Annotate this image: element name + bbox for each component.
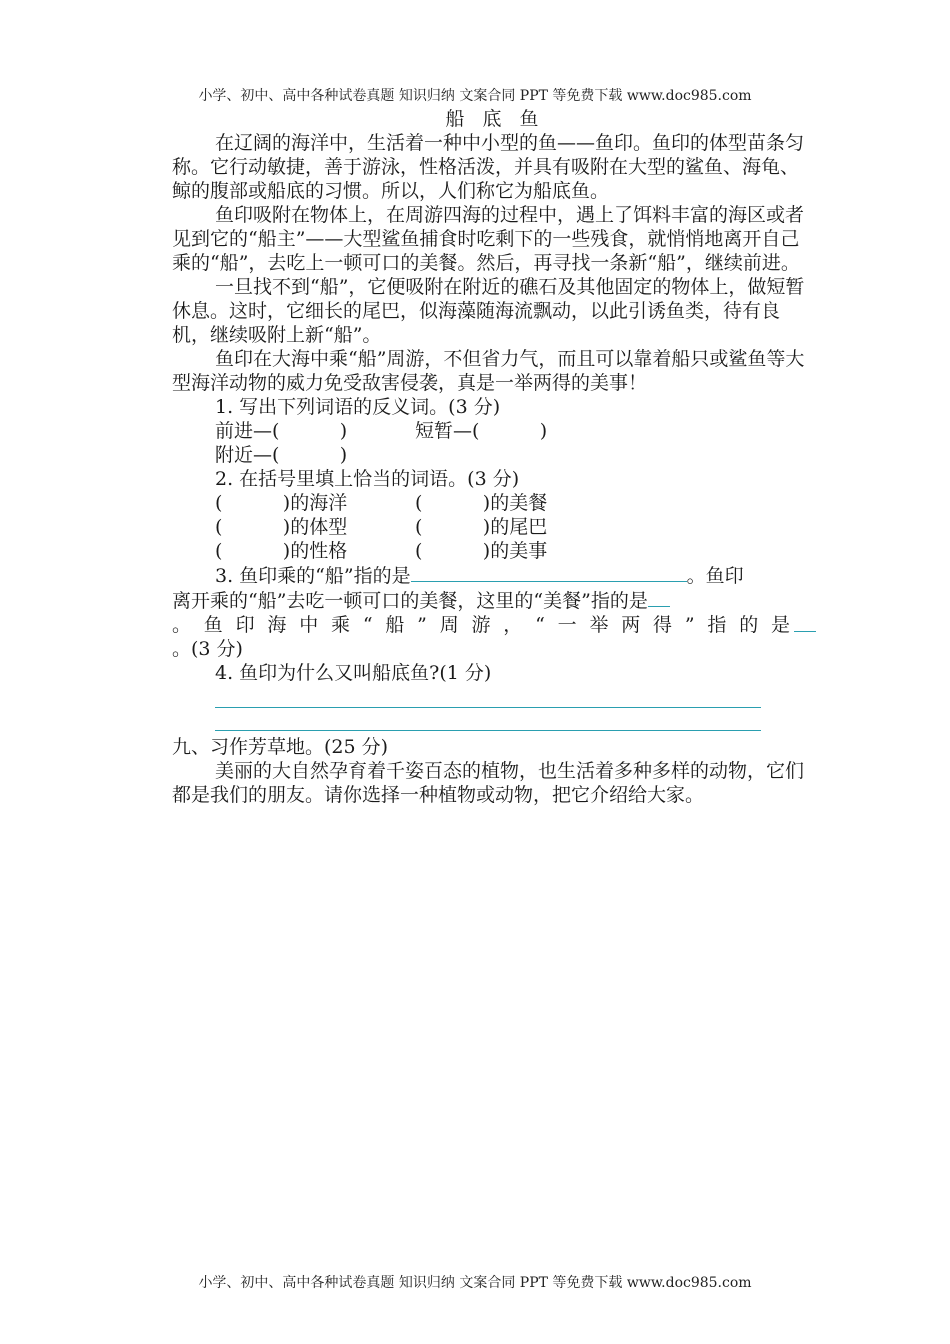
- passage-paragraph: 一旦找不到“船”，它便吸附在附近的礁石及其他固定的物体上，做短暂休息。这时，它细长的尾巴，似海藻随海流飘动，以此引诱鱼类，待有良机，继续吸附上新“船”。: [172, 276, 805, 346]
- question-3-text: 离开乘的“船”去吃一顿可口的美餐，这里的“美餐”指的是: [172, 590, 648, 612]
- question-3-text: 3. 鱼印乘的“船”指的是: [215, 565, 411, 587]
- fill-item[interactable]: ( )的性格: [215, 540, 348, 562]
- antonym-item[interactable]: 短暂—( ): [415, 420, 548, 442]
- fill-item[interactable]: ( )的海洋: [215, 492, 348, 514]
- answer-line[interactable]: [215, 685, 761, 708]
- worksheet-content: [172, 107, 816, 807]
- question-3-text: 。鱼印海中乘“船”周游，“一举两得”指的是: [172, 614, 790, 636]
- antonym-item[interactable]: 附近—( ): [215, 444, 348, 466]
- question-1-prompt: 1. 写出下列词语的反义词。(3 分): [215, 396, 501, 418]
- passage-paragraph: 鱼印在大海中乘“船”周游，不但省力气，而且可以靠着船只或鲨鱼等大型海洋动物的威力免受敌害侵袭，真是一举两得的美事！: [172, 348, 805, 394]
- question-1-row: [172, 443, 816, 467]
- question-4-prompt: 4. 鱼印为什么又叫船底鱼?(1 分): [215, 662, 492, 684]
- fill-item[interactable]: ( )的尾巴: [415, 516, 548, 538]
- question-3-line: [172, 613, 816, 637]
- fill-item[interactable]: ( )的美餐: [415, 492, 548, 514]
- page-footer: 小学、初中、高中各种试卷真题 知识归纳 文案合同 PPT 等免费下载 www.doc985.com: [198, 1275, 752, 1291]
- answer-line[interactable]: [215, 708, 761, 731]
- section-9-text: 美丽的大自然孕育着千姿百态的植物，也生活着多种多样的动物，它们都是我们的朋友。请你选择一种植物或动物，把它介绍给大家。: [172, 760, 805, 806]
- question-3-line: [172, 563, 816, 588]
- passage-title: 船底鱼: [445, 108, 557, 130]
- passage-paragraph: 在辽阔的海洋中，生活着一种中小型的鱼——鱼印。鱼印的体型苗条匀称。它行动敏捷，善于游泳，性格活泼，并具有吸附在大型的鲨鱼、海龟、鲸的腹部或船底的习惯。所以，人们称它为船底鱼。: [172, 132, 805, 202]
- question-3-line: [172, 588, 816, 613]
- antonym-item[interactable]: 前进—( ): [215, 420, 348, 442]
- question-2-row: [172, 491, 816, 515]
- answer-blank[interactable]: [411, 563, 687, 582]
- passage-paragraph: 鱼印吸附在物体上，在周游四海的过程中，遇上了饵料丰富的海区或者见到它的“船主”——大型鲨鱼捕食时吃剩下的一些残食，就悄悄地离开自己乘的“船”，去吃上一顿可口的美餐。然后，再寻找一条新“船”，继续前进。: [172, 204, 805, 274]
- question-3-text: 。(3 分): [172, 638, 243, 660]
- fill-item[interactable]: ( )的体型: [215, 516, 348, 538]
- answer-blank[interactable]: [794, 613, 816, 632]
- question-1-row: [172, 419, 816, 443]
- answer-blank[interactable]: [648, 588, 670, 607]
- question-2-row: [172, 515, 816, 539]
- question-2-prompt: 2. 在括号里填上恰当的词语。(3 分): [215, 468, 520, 490]
- page-header: 小学、初中、高中各种试卷真题 知识归纳 文案合同 PPT 等免费下载 www.doc985.com: [198, 88, 752, 104]
- fill-item[interactable]: ( )的美事: [415, 540, 548, 562]
- question-2-row: [172, 539, 816, 563]
- section-9-heading: 九、习作芳草地。(25 分): [172, 736, 389, 758]
- question-3-text: 。鱼印: [686, 565, 744, 587]
